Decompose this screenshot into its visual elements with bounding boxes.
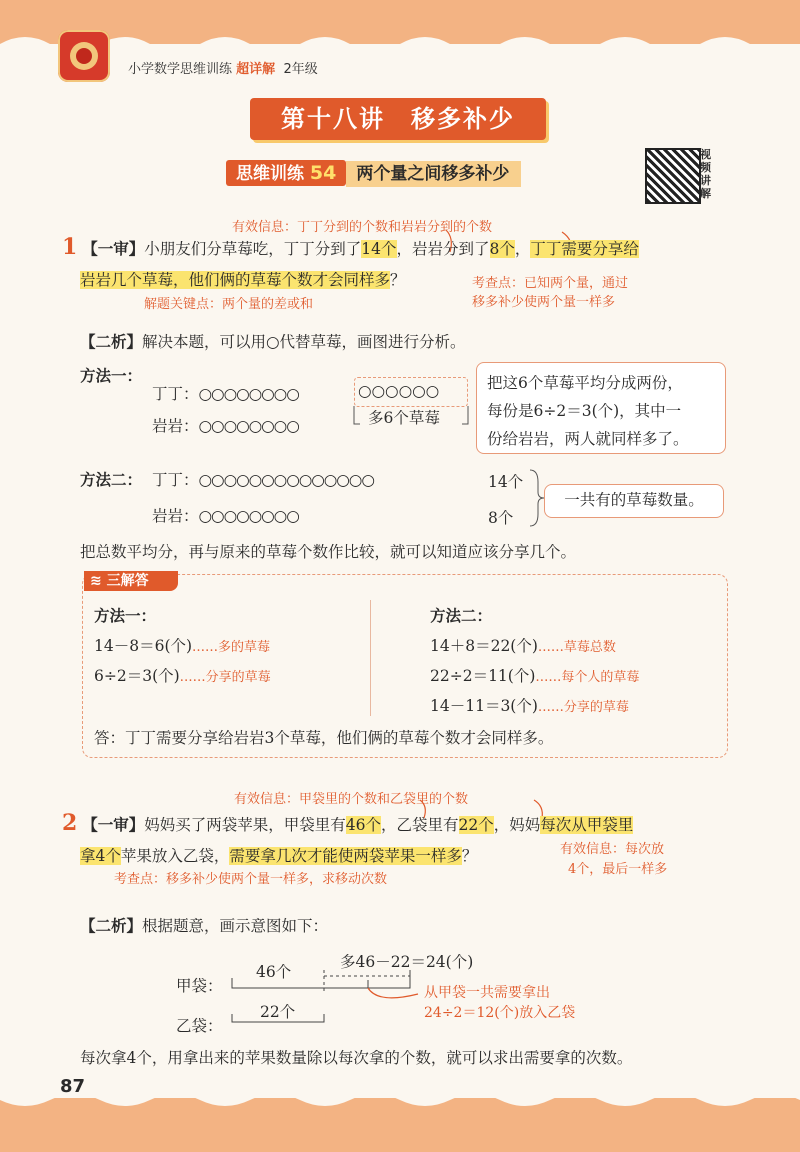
q1-number: 1 xyxy=(62,234,78,260)
q2-line1: 2 【一审】妈妈买了两袋苹果，甲袋里有46个，乙袋里有22个，妈妈每次从甲袋里 xyxy=(62,810,634,836)
q1-m1-yy: 岩岩：○○○○○○○○ xyxy=(152,417,299,435)
q1-s-m2: 方法二： xyxy=(430,606,493,625)
solution-divider xyxy=(370,600,371,716)
q2-number: 2 xyxy=(62,810,78,836)
q2-note-test: 考查点：移多补少使两个量一样多，求移动次数 xyxy=(114,872,388,887)
q1-s-m1-l1: 14－8＝6(个)……多的草莓 xyxy=(94,637,271,655)
q1-note-key: 解题关键点：两个量的差或和 xyxy=(144,297,314,312)
series-name: 小学数学思维训练 xyxy=(128,62,233,77)
q2-note-info2a: 有效信息：每次放 xyxy=(560,842,665,857)
q1-note-test2: 移多补少使两个量一样多 xyxy=(472,295,616,310)
q1-m2-yy: 岩岩：○○○○○○○○ xyxy=(152,507,299,525)
logo xyxy=(58,30,110,82)
q2-analyze: 【二析】根据题意，画示意图如下： xyxy=(80,916,329,935)
q2-line2: 拿4个苹果放入乙袋，需要拿几次才能使两袋苹果一样多？ xyxy=(80,847,478,865)
q2-bag-a: 甲袋： xyxy=(176,977,223,995)
q1-m1-dd: 丁丁：○○○○○○○○ xyxy=(152,385,299,403)
page-number: 87 xyxy=(60,1076,86,1097)
q1-note-test1: 考查点：已知两个量，通过 xyxy=(472,276,629,291)
q2-summary: 每次拿4个，用拿出来的苹果数量除以每次拿的个数，就可以求出需要拿的次数。 xyxy=(80,1049,633,1067)
q1-line1: 1 【一审】小朋友们分草莓吃，丁丁分到了14个，岩岩分到了8个，丁丁需要分享给 xyxy=(62,234,639,260)
q2-a-count: 46个 xyxy=(256,963,292,981)
q1-s-m1: 方法一： xyxy=(94,606,157,625)
lecture-title: 第十八讲 移多补少 xyxy=(250,98,546,140)
q1-m1-label: 方法一： xyxy=(80,366,143,385)
q2-note-take1: 从甲袋一共需要拿出 xyxy=(424,985,550,1001)
q2-note-info: 有效信息：甲袋里的个数和乙袋里的个数 xyxy=(234,792,469,807)
q1-more6: 多6个草莓 xyxy=(368,409,440,427)
q1-line2: 岩岩几个草莓，他们俩的草莓个数才会同样多？ xyxy=(80,271,406,289)
q2-b-count: 22个 xyxy=(260,1003,296,1021)
qr-code[interactable] xyxy=(645,148,701,204)
q1-note-info: 有效信息：丁丁分到的个数和岩岩分到的个数 xyxy=(232,220,493,235)
training-pill: 思维训练 54 xyxy=(226,160,346,186)
book-header xyxy=(128,58,318,77)
emblem-icon xyxy=(58,30,110,82)
training-subtitle xyxy=(226,160,521,186)
q1-n8: 8个 xyxy=(488,509,514,527)
top-wave xyxy=(0,30,800,58)
q1-s-m2-l1: 14＋8＝22(个)……草莓总数 xyxy=(430,637,616,655)
q1-method1-box: 把这6个草莓平均分成两份， 每份是6÷2＝3(个)，其中一 份给岩岩，两人就同样多了。 xyxy=(476,362,726,454)
q1-s-m2-l3: 14－11＝3(个)……分享的草莓 xyxy=(430,697,629,715)
q1-answer: 答：丁丁需要分享给岩岩3个草莓，他们俩的草莓个数才会同样多。 xyxy=(94,729,554,747)
training-number: 54 xyxy=(309,162,337,184)
q2-note-take2: 24÷2＝12(个)放入乙袋 xyxy=(424,1005,576,1021)
training-topic: 两个量之间移多补少 xyxy=(346,161,521,187)
q2-diff: 多46－22＝24(个) xyxy=(340,953,474,971)
q1-s-m2-l2: 22÷2＝11(个)……每个人的草莓 xyxy=(430,667,640,685)
q1-n14: 14个 xyxy=(488,473,524,491)
q1-analyze: 【二析】解决本题，可以用○代替草莓，画图进行分析。 xyxy=(80,332,466,351)
qr-label: 视频讲解 xyxy=(700,148,711,200)
q1-m1-extra: ○○○○○○ xyxy=(358,382,440,400)
bottom-wave xyxy=(0,1088,800,1112)
series-highlight: 超详解 xyxy=(236,62,276,77)
q2-bag-b: 乙袋： xyxy=(176,1017,223,1035)
q1-summary: 把总数平均分，再与原来的草莓个数作比较，就可以知道应该分享几个。 xyxy=(80,543,577,561)
q2-note-info2b: 4个，最后一样多 xyxy=(568,862,668,877)
q1-solve-tag: ≋ 三解答 xyxy=(84,571,178,591)
q1-s-m1-l2: 6÷2＝3(个)……分享的草莓 xyxy=(94,667,271,685)
q1-method2-box: 一共有的草莓数量。 xyxy=(544,484,724,518)
q1-m2-label: 方法二： xyxy=(80,470,143,489)
grade: 2年级 xyxy=(283,62,318,77)
q1-m2-dd: 丁丁：○○○○○○○○○○○○○○ xyxy=(152,471,374,489)
